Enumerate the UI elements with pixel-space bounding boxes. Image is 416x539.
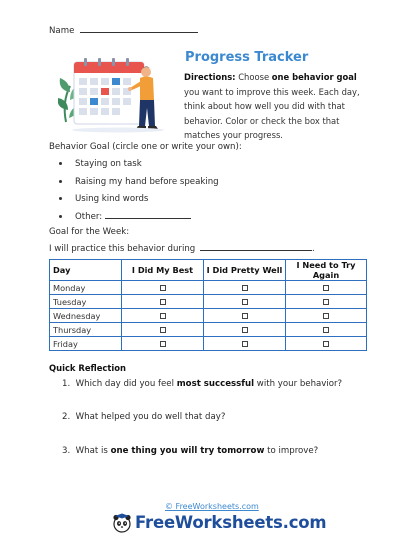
checkbox-icon[interactable]	[160, 341, 166, 347]
day-cell: Friday	[50, 337, 122, 351]
column-header-pretty-well: I Did Pretty Well	[204, 260, 286, 281]
checkbox-icon[interactable]	[323, 313, 329, 319]
logo-text: FreeWorksheets.com	[135, 513, 327, 532]
goal-week-label: Goal for the Week:	[49, 227, 130, 237]
question-text: with your behavior?	[254, 379, 343, 389]
checkbox-cell[interactable]	[122, 323, 204, 337]
directions-label: Directions:	[184, 72, 236, 82]
checkbox-icon[interactable]	[160, 285, 166, 291]
checkbox-cell[interactable]	[204, 281, 286, 295]
option-label: Staying on task	[75, 159, 142, 169]
practice-line	[49, 244, 315, 254]
question-number: 3.	[62, 446, 71, 456]
panda-mascot-icon	[112, 513, 132, 533]
checkbox-cell[interactable]	[286, 295, 367, 309]
checkbox-cell[interactable]	[286, 309, 367, 323]
question-number: 1.	[62, 379, 71, 389]
page-title: Progress Tracker	[185, 50, 309, 65]
question-emphasis: most successful	[176, 379, 255, 389]
checkbox-icon[interactable]	[242, 341, 248, 347]
column-header-day: Day	[50, 260, 122, 281]
column-header-try-again: I Need to Try Again	[286, 260, 367, 281]
question-text: Which day did you feel	[75, 379, 177, 389]
day-cell: Tuesday	[50, 295, 122, 309]
practice-period: .	[312, 244, 315, 254]
checkbox-cell[interactable]	[204, 323, 286, 337]
table-row	[50, 281, 367, 295]
checkbox-cell[interactable]	[122, 309, 204, 323]
checkbox-icon[interactable]	[323, 341, 329, 347]
day-cell: Thursday	[50, 323, 122, 337]
checkbox-icon[interactable]	[242, 285, 248, 291]
checkbox-cell[interactable]	[122, 337, 204, 351]
directions-part1: Choose	[235, 72, 272, 82]
option-label: Using kind words	[75, 194, 149, 204]
name-label: Name	[49, 26, 75, 36]
question-1	[62, 379, 342, 389]
practice-blank-line[interactable]	[200, 250, 312, 251]
checkbox-cell[interactable]	[204, 309, 286, 323]
calendar-icon	[74, 58, 144, 124]
checkbox-icon[interactable]	[323, 285, 329, 291]
checkbox-icon[interactable]	[242, 327, 248, 333]
reflection-title: Quick Reflection	[49, 363, 126, 373]
question-number: 2.	[62, 412, 71, 422]
day-cell: Monday	[50, 281, 122, 295]
checkbox-cell[interactable]	[122, 281, 204, 295]
directions-emphasis: one behavior goal	[271, 72, 357, 82]
question-text: What is	[75, 446, 111, 456]
checkbox-cell[interactable]	[286, 281, 367, 295]
tracker-table	[49, 259, 367, 351]
name-blank-line[interactable]	[80, 32, 198, 33]
checkbox-cell[interactable]	[286, 337, 367, 351]
calendar-illustration	[58, 52, 168, 134]
table-header-row	[50, 260, 367, 281]
other-blank-line[interactable]	[105, 218, 191, 219]
option-other[interactable]	[59, 211, 219, 229]
table-row	[50, 323, 367, 337]
option-staying-on-task[interactable]	[59, 158, 219, 176]
table-row	[50, 337, 367, 351]
checkbox-icon[interactable]	[160, 327, 166, 333]
checkbox-cell[interactable]	[204, 295, 286, 309]
question-3	[62, 446, 318, 456]
checkbox-cell[interactable]	[122, 295, 204, 309]
checkbox-cell[interactable]	[204, 337, 286, 351]
table-row	[50, 309, 367, 323]
checkbox-icon[interactable]	[160, 299, 166, 305]
behavior-goal-label: Behavior Goal (circle one or write your own):	[49, 142, 242, 152]
day-cell: Wednesday	[50, 309, 122, 323]
practice-text: I will practice this behavior during	[49, 244, 196, 254]
question-text: What helped you do well that day?	[75, 412, 226, 422]
option-label: Other:	[75, 211, 103, 222]
copyright-link[interactable]: © FreeWorksheets.com	[165, 502, 259, 511]
checkbox-icon[interactable]	[160, 313, 166, 319]
table-row	[50, 295, 367, 309]
option-label: Raising my hand before speaking	[75, 176, 219, 187]
question-emphasis: one thing you will try tomorrow	[110, 446, 265, 456]
name-field[interactable]	[49, 26, 198, 36]
checkbox-icon[interactable]	[323, 327, 329, 333]
checkbox-cell[interactable]	[286, 323, 367, 337]
checkbox-icon[interactable]	[242, 313, 248, 319]
directions-text	[184, 70, 374, 143]
behavior-options-list	[59, 158, 219, 228]
directions-part2: you want to improve this week. Each day, think about how well you did with that behavior. Color or check the box that matches your progress.	[184, 86, 360, 141]
checkbox-icon[interactable]	[323, 299, 329, 305]
checkbox-icon[interactable]	[242, 299, 248, 305]
question-text: to improve?	[264, 446, 319, 456]
column-header-best: I Did My Best	[122, 260, 204, 281]
option-raising-hand[interactable]	[59, 176, 219, 194]
option-kind-words[interactable]	[59, 193, 219, 211]
question-2	[62, 412, 225, 422]
